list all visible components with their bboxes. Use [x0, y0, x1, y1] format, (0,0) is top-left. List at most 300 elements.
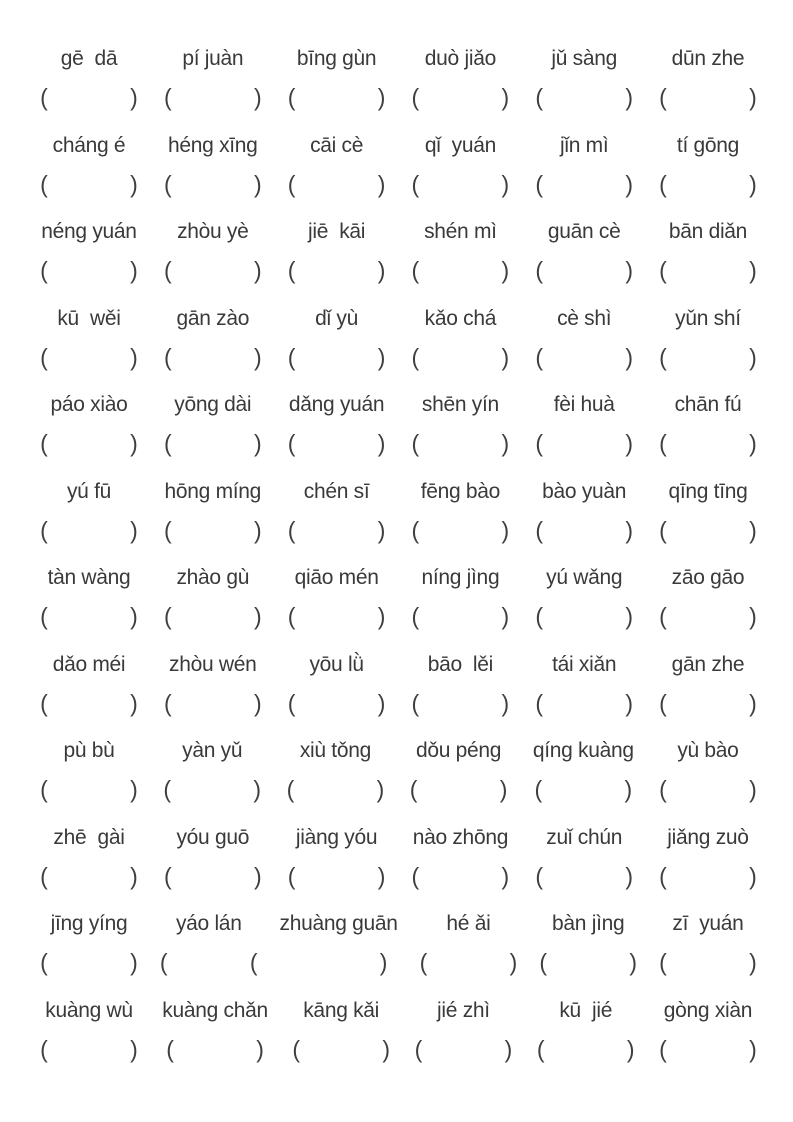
answer-blank — [659, 342, 757, 371]
pinyin-term: guān cè — [547, 220, 621, 243]
answer-blank — [535, 604, 633, 628]
pinyin-row — [40, 46, 757, 133]
word-cell — [40, 738, 138, 801]
open-paren: ( — [535, 861, 544, 890]
word-cell — [659, 306, 757, 369]
word-cell — [40, 565, 138, 628]
close-paren: ) — [253, 83, 262, 111]
open-paren: ( — [659, 775, 667, 803]
answer-blank — [411, 169, 510, 198]
close-paren: ) — [509, 948, 518, 976]
answer-blank — [163, 861, 262, 890]
pinyin-term: cāi cè — [310, 133, 364, 157]
word-cell — [288, 219, 386, 282]
close-paren: ) — [504, 1034, 513, 1063]
word-cell — [164, 392, 262, 455]
word-cell — [40, 998, 138, 1061]
pinyin-row — [40, 738, 757, 825]
pinyin-term: kāng kǎi — [303, 998, 380, 1022]
answer-blank — [539, 950, 637, 974]
open-paren: ( — [659, 602, 667, 630]
word-cell — [537, 998, 635, 1061]
answer-blank — [288, 85, 386, 109]
pinyin-term: qíng kuàng — [532, 739, 634, 762]
word-cell — [411, 392, 509, 455]
pinyin-term: qiāo mén — [294, 566, 379, 589]
open-paren: ( — [659, 1034, 667, 1063]
pinyin-term: níng jìng — [421, 566, 500, 589]
close-paren: ) — [253, 602, 262, 630]
pinyin-term: kū wěi — [57, 306, 121, 330]
open-paren: ( — [287, 169, 296, 198]
close-paren: ) — [377, 429, 386, 457]
pinyin-term: jǔ sàng — [551, 47, 617, 70]
open-paren: ( — [409, 775, 418, 803]
word-cell — [40, 652, 138, 715]
close-paren: ) — [749, 1034, 757, 1063]
open-paren: ( — [40, 1034, 48, 1063]
open-paren: ( — [287, 429, 296, 457]
answer-blank — [40, 950, 138, 974]
pinyin-row — [40, 306, 757, 393]
close-paren: ) — [749, 342, 757, 371]
answer-blank — [535, 515, 634, 544]
close-paren: ) — [377, 342, 386, 371]
answer-blank — [287, 688, 386, 717]
word-cell — [288, 652, 386, 715]
answer-blank — [164, 604, 262, 628]
pinyin-row — [40, 479, 757, 566]
answer-blank — [659, 85, 757, 109]
open-paren: ( — [287, 861, 296, 890]
word-cell — [40, 825, 138, 888]
answer-blank — [40, 169, 138, 198]
word-cell — [659, 738, 757, 801]
word-cell — [288, 565, 386, 628]
close-paren: ) — [253, 688, 262, 717]
answer-blank — [40, 515, 138, 544]
pinyin-term: shén mì — [424, 220, 497, 243]
close-paren: ) — [130, 429, 138, 457]
pinyin-term: gān zào — [176, 306, 250, 330]
open-paren: ( — [659, 515, 667, 544]
word-cell — [414, 998, 512, 1061]
word-cell — [288, 392, 386, 455]
pinyin-term: yǔn shí — [675, 306, 741, 330]
close-paren: ) — [253, 342, 262, 371]
word-cell — [535, 479, 633, 542]
word-cell — [535, 392, 633, 455]
pinyin-term: zuǐ chún — [546, 825, 623, 849]
pinyin-term: qǐ yuán — [424, 133, 496, 157]
pinyin-term: jiǎng zuò — [667, 825, 749, 849]
word-cell — [535, 652, 633, 715]
close-paren: ) — [130, 1034, 138, 1063]
close-paren: ) — [501, 602, 510, 630]
word-cell — [164, 306, 262, 369]
pinyin-term: tái xiǎn — [552, 652, 617, 676]
close-paren: ) — [377, 169, 386, 198]
pinyin-term: jiē kāi — [308, 220, 366, 243]
answer-blank — [163, 777, 261, 801]
word-cell — [162, 998, 268, 1061]
answer-blank — [411, 604, 509, 628]
close-paren: ) — [625, 256, 634, 284]
answer-blank — [287, 169, 386, 198]
pinyin-term: bāo lěi — [427, 652, 494, 676]
open-paren: ( — [287, 342, 296, 371]
close-paren: ) — [130, 169, 138, 198]
pinyin-term: gē dā — [60, 47, 118, 70]
pinyin-row — [40, 392, 757, 479]
close-paren: ) — [629, 948, 638, 976]
close-paren: ) — [625, 861, 634, 890]
open-paren: ( — [414, 1034, 423, 1063]
pinyin-term: dūn zhe — [671, 47, 745, 70]
answer-blank — [659, 431, 757, 455]
open-paren: ( — [40, 602, 48, 630]
answer-blank — [166, 1034, 264, 1063]
close-paren: ) — [130, 83, 138, 111]
word-cell — [40, 46, 138, 109]
word-cell — [164, 825, 262, 888]
word-cell — [659, 46, 757, 109]
open-paren: ( — [411, 256, 420, 284]
pinyin-term: kuàng chǎn — [162, 998, 268, 1022]
answer-blank — [535, 258, 633, 282]
open-paren: ( — [411, 169, 420, 198]
close-paren: ) — [625, 83, 634, 111]
open-paren: ( — [287, 688, 296, 717]
close-paren: ) — [377, 861, 386, 890]
close-paren: ) — [499, 775, 508, 803]
word-cell — [411, 306, 509, 369]
pinyin-term: zhòu wén — [169, 652, 257, 676]
pinyin-term: dǒu péng — [416, 739, 502, 762]
word-cell — [535, 565, 633, 628]
open-paren: ( — [535, 256, 544, 284]
open-paren: ( — [286, 775, 295, 803]
pinyin-row — [40, 219, 757, 306]
close-paren: ) — [625, 429, 634, 457]
answer-blank — [287, 342, 386, 371]
close-paren: ) — [749, 83, 757, 111]
close-paren: ) — [501, 515, 510, 544]
answer-blank — [40, 85, 138, 109]
close-paren: ) — [253, 515, 262, 544]
pinyin-term: héng xīng — [168, 133, 258, 157]
close-paren: ) — [382, 1034, 390, 1063]
open-paren: ( — [659, 688, 667, 717]
close-paren: ) — [253, 256, 262, 284]
word-cell — [286, 738, 384, 801]
answer-blank — [414, 1034, 513, 1063]
answer-blank — [163, 342, 262, 371]
close-paren: ) — [624, 775, 633, 803]
pinyin-row — [40, 133, 757, 220]
pinyin-term: chén sī — [303, 479, 370, 503]
open-paren: ( — [40, 688, 48, 717]
word-cell — [659, 825, 757, 888]
close-paren: ) — [749, 688, 757, 717]
answer-blank — [534, 777, 632, 801]
open-paren: ( — [659, 948, 667, 976]
pinyin-term: néng yuán — [41, 220, 137, 243]
open-paren: ( — [535, 429, 544, 457]
answer-blank — [659, 1034, 757, 1063]
close-paren: ) — [377, 688, 386, 717]
answer-blank — [40, 861, 138, 890]
word-cell — [659, 911, 757, 974]
word-cell — [410, 738, 508, 801]
word-cell — [659, 219, 757, 282]
close-paren: ) — [625, 602, 634, 630]
answer-blank — [163, 169, 262, 198]
close-paren: ) — [501, 342, 510, 371]
open-paren: ( — [411, 861, 420, 890]
word-cell — [40, 306, 138, 369]
answer-blank — [292, 1034, 390, 1063]
close-paren: ) — [749, 256, 757, 284]
open-paren: ( — [163, 342, 172, 371]
word-cell — [659, 479, 757, 542]
word-cell — [533, 738, 634, 801]
pinyin-term: bào yuàn — [542, 479, 627, 503]
close-paren: ) — [130, 256, 138, 284]
pinyin-term: kuàng wù — [45, 998, 133, 1022]
pinyin-term: jīng yíng — [50, 912, 128, 935]
word-cell — [411, 652, 509, 715]
word-cell — [280, 911, 398, 974]
close-paren: ) — [501, 688, 510, 717]
close-paren: ) — [501, 256, 510, 284]
open-paren: ( — [659, 429, 667, 457]
close-paren: ) — [749, 429, 757, 457]
open-paren: ( — [659, 83, 667, 111]
open-paren: ( — [40, 256, 48, 284]
answer-blank — [411, 342, 510, 371]
answer-blank — [40, 777, 138, 801]
answer-blank — [164, 258, 262, 282]
open-paren: ( — [163, 861, 172, 890]
open-paren: ( — [163, 515, 172, 544]
pinyin-term: xiù tǒng — [299, 739, 371, 762]
answer-blank — [286, 777, 384, 801]
close-paren: ) — [625, 169, 634, 198]
answer-blank — [163, 515, 262, 544]
open-paren: ( — [163, 688, 172, 717]
close-paren: ) — [501, 169, 510, 198]
word-cell — [535, 306, 633, 369]
word-cell — [164, 652, 262, 715]
answer-blank — [659, 604, 757, 628]
close-paren: ) — [749, 861, 757, 890]
open-paren: ( — [659, 342, 667, 371]
close-paren: ) — [130, 861, 138, 890]
pinyin-term: páo xiào — [50, 393, 128, 416]
open-paren: ( — [292, 1034, 300, 1063]
answer-blank — [40, 342, 138, 371]
open-paren: ( — [163, 775, 172, 803]
word-cell — [288, 825, 386, 888]
open-paren: ( — [287, 602, 296, 630]
pinyin-term: bàn jìng — [552, 912, 625, 935]
answer-blank — [535, 342, 634, 371]
open-paren: ( — [535, 515, 544, 544]
close-paren: ( — [249, 948, 258, 976]
pinyin-term: tàn wàng — [47, 566, 131, 589]
open-paren: ( — [40, 861, 48, 890]
pinyin-term: zhē gài — [53, 825, 125, 849]
word-cell — [40, 133, 138, 196]
close-paren: ) — [377, 515, 386, 544]
open-paren: ( — [411, 602, 420, 630]
open-paren: ( — [419, 948, 428, 976]
pinyin-term: kū jié — [559, 998, 613, 1022]
answer-blank — [659, 515, 757, 544]
word-cell — [535, 46, 633, 109]
answer-blank — [411, 85, 509, 109]
word-cell — [419, 911, 517, 974]
open-paren — [290, 949, 298, 974]
open-paren: ( — [535, 602, 544, 630]
pinyin-term: cè shì — [557, 306, 612, 330]
pinyin-term: zī yuán — [672, 912, 744, 935]
close-paren: ) — [626, 1034, 635, 1063]
pinyin-term: bīng gùn — [296, 47, 377, 70]
word-cell — [411, 565, 509, 628]
answer-blank — [535, 688, 634, 717]
open-paren: ( — [166, 1034, 174, 1063]
pinyin-row — [40, 911, 757, 998]
answer-blank — [40, 258, 138, 282]
open-paren: ( — [411, 342, 420, 371]
word-cell — [164, 565, 262, 628]
open-paren: ( — [287, 515, 296, 544]
word-cell — [40, 911, 138, 974]
word-cell — [40, 479, 138, 542]
open-paren: ( — [163, 429, 172, 457]
answer-blank — [164, 85, 262, 109]
close-paren: ) — [130, 948, 138, 976]
answer-blank — [160, 950, 258, 974]
pinyin-row — [40, 998, 757, 1085]
pinyin-term: zhào gù — [176, 566, 250, 589]
pinyin-term: zāo gāo — [671, 566, 745, 589]
pinyin-term: jǐn mì — [560, 133, 609, 157]
open-paren: ( — [535, 169, 544, 198]
word-cell — [164, 133, 262, 196]
pinyin-term: kǎo chá — [424, 306, 497, 330]
pinyin-term: dǐ yù — [315, 306, 359, 330]
word-cell — [535, 133, 633, 196]
pinyin-term: yóu guō — [176, 825, 250, 849]
close-paren: ) — [379, 948, 388, 976]
word-cell — [659, 133, 757, 196]
word-cell — [535, 825, 633, 888]
answer-blank — [659, 258, 757, 282]
pinyin-term: gān zhe — [671, 652, 745, 676]
answer-blank — [40, 431, 138, 455]
pinyin-term: hé ǎi — [446, 912, 491, 935]
answer-blank — [659, 861, 757, 890]
answer-blank — [287, 861, 386, 890]
open-paren: ( — [40, 342, 48, 371]
answer-blank — [535, 861, 634, 890]
answer-blank — [411, 258, 509, 282]
word-cell — [292, 998, 390, 1061]
open-paren: ( — [536, 1034, 545, 1063]
answer-blank — [164, 431, 262, 455]
open-paren: ( — [40, 83, 48, 111]
answer-blank — [659, 777, 757, 801]
close-paren: ) — [256, 1034, 264, 1063]
pinyin-term: yōu lǜ — [309, 652, 364, 676]
word-cell — [163, 738, 261, 801]
answer-blank — [659, 950, 757, 974]
close-paren: ) — [377, 83, 386, 111]
answer-blank — [288, 604, 386, 628]
pinyin-term: pù bù — [63, 739, 115, 762]
open-paren: ( — [535, 342, 544, 371]
pinyin-term: cháng é — [52, 133, 126, 157]
pinyin-term: yú wǎng — [546, 566, 623, 589]
open-paren: ( — [411, 515, 420, 544]
close-paren: ) — [253, 169, 262, 198]
close-paren: ) — [376, 775, 385, 803]
pinyin-term: yàn yǔ — [182, 739, 243, 762]
word-cell — [535, 219, 633, 282]
word-cell — [659, 565, 757, 628]
word-cell — [411, 479, 509, 542]
answer-blank — [288, 431, 386, 455]
pinyin-term: shēn yín — [421, 393, 499, 416]
pinyin-term: jié zhì — [437, 998, 490, 1022]
pinyin-term: bān diǎn — [668, 220, 748, 243]
word-cell — [40, 219, 138, 282]
close-paren: ) — [130, 515, 138, 544]
close-paren: ) — [253, 429, 262, 457]
open-paren: ( — [411, 83, 420, 111]
pinyin-term: yáo lán — [175, 912, 242, 935]
word-cell — [288, 46, 386, 109]
pinyin-term: yú fū — [66, 479, 112, 503]
pinyin-term: pí juàn — [182, 47, 244, 70]
open-paren: ( — [163, 169, 172, 198]
answer-blank — [659, 169, 757, 198]
open-paren: ( — [534, 775, 543, 803]
word-cell — [411, 825, 509, 888]
close-paren: ) — [130, 602, 138, 630]
answer-blank — [419, 950, 517, 974]
answer-blank — [411, 431, 509, 455]
word-cell — [160, 911, 258, 974]
close-paren: ) — [625, 515, 634, 544]
answer-blank — [659, 688, 757, 717]
open-paren: ( — [659, 169, 667, 198]
word-cell — [539, 911, 637, 974]
answer-blank — [411, 861, 510, 890]
close-paren: ) — [749, 169, 757, 198]
open-paren: ( — [535, 688, 544, 717]
close-paren: ) — [501, 861, 510, 890]
answer-blank — [411, 515, 510, 544]
open-paren: ( — [40, 775, 48, 803]
close-paren: ) — [377, 256, 386, 284]
answer-blank — [287, 515, 386, 544]
open-paren: ( — [659, 861, 667, 890]
answer-blank — [535, 431, 633, 455]
